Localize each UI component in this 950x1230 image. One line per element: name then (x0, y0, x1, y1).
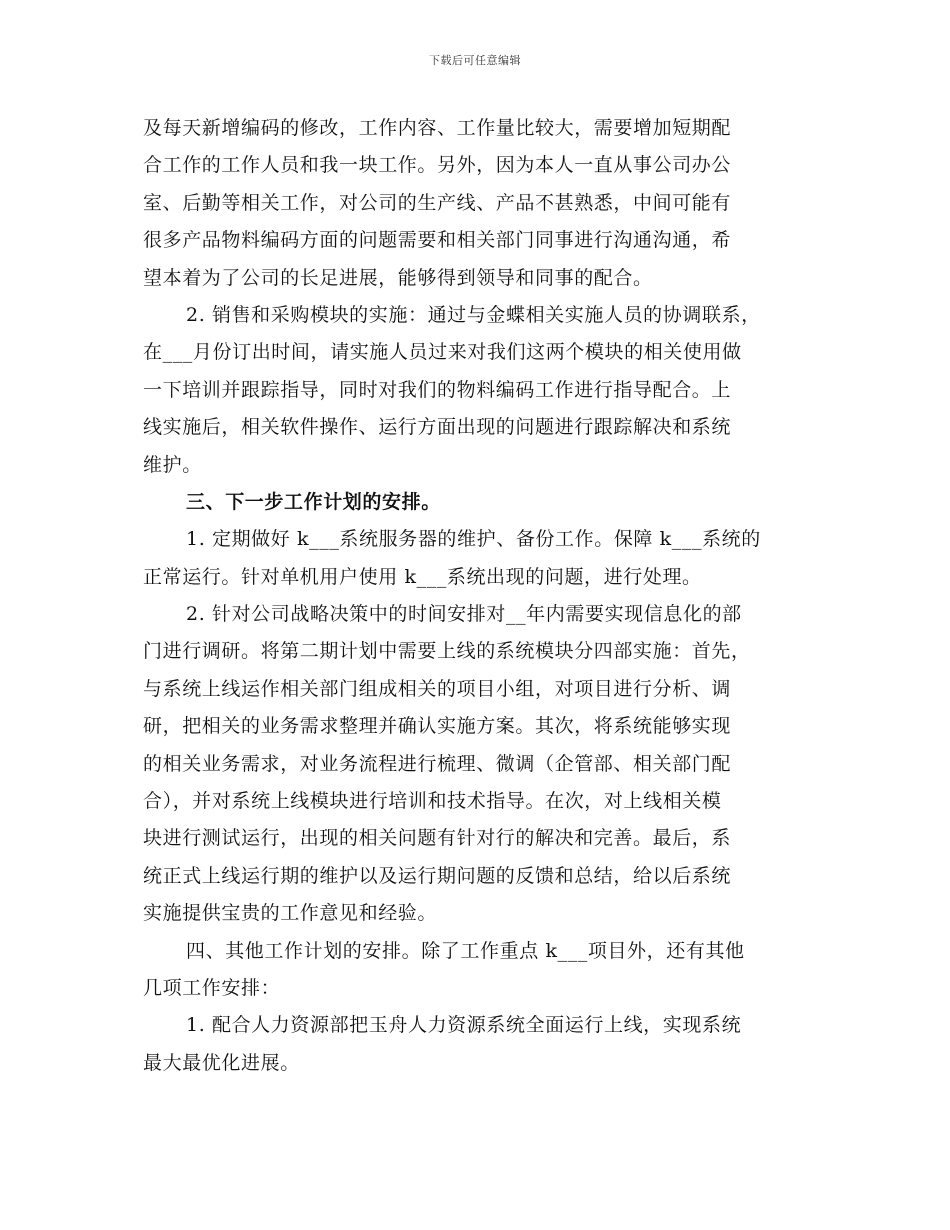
section-heading: 三、下一步工作计划的安排。 (186, 490, 441, 513)
text-line: 室、后勤等相关工作，对公司的生产线、产品不甚熟悉，中间可能有 (143, 191, 732, 214)
text-line: 维护。 (143, 453, 202, 476)
text-line: 研，把相关的业务需求整理并确认实施方案。其次，将系统能够实现 (143, 715, 732, 738)
paragraph-start: 2. 销售和采购模块的实施：通过与金蝶相关实施人员的协调联系， (186, 303, 761, 326)
text-line: 望本着为了公司的长足进展，能够得到领导和同事的配合。 (143, 266, 653, 289)
text-line: 线实施后，相关软件操作、运行方面出现的问题进行跟踪解决和系统 (143, 416, 732, 439)
text-line: 正常运行。针对单机用户使用 k___系统出现的问题，进行处理。 (143, 565, 702, 588)
paragraph-start: 1. 定期做好 k___系统服务器的维护、备份工作。保障 k___系统的 (186, 528, 761, 551)
text-line: 几项工作安排： (143, 976, 281, 999)
text-line: 及每天新增编码的修改，工作内容、工作量比较大，需要增加短期配 (143, 117, 732, 139)
document-body (143, 110, 807, 1082)
text-line: 门进行调研。将第二期计划中需要上线的系统模块分四部实施：首先， (143, 640, 751, 663)
text-line: 统正式上线运行期的维护以及运行期问题的反馈和总结，给以后系统 (143, 864, 732, 887)
page-header: 下载后可任意编辑 (429, 54, 521, 67)
text-line: 的相关业务需求，对业务流程进行梳理、微调（企管部、相关部门配 (143, 752, 732, 775)
text-line: 合工作的工作人员和我一块工作。另外，因为本人一直从事公司办公 (143, 154, 732, 177)
text-line: 最大最优化进展。 (143, 1051, 300, 1074)
text-line: 一下培训并跟踪指导，同时对我们的物料编码工作进行指导配合。上 (143, 378, 732, 401)
paragraph-start: 四、其他工作计划的安排。除了工作重点 k___项目外，还有其他 (186, 939, 745, 962)
text-line: 合），并对系统上线模块进行培训和技术指导。在次，对上线相关模 (143, 790, 722, 813)
text-line: 很多产品物料编码方面的问题需要和相关部门同事进行沟通沟通，希 (143, 229, 732, 252)
text-line: 与系统上线运作相关部门组成相关的项目小组，对项目进行分析、调 (143, 677, 732, 700)
paragraph-start: 1. 配合人力资源部把玉舟人力资源系统全面运行上线，实现系统 (186, 1014, 742, 1037)
text-line: 块进行测试运行，出现的相关问题有针对行的解决和完善。最后，系 (143, 827, 732, 850)
paragraph-start: 2. 针对公司战略决策中的时间安排对__年内需要实现信息化的部 (186, 603, 742, 626)
text-line: 在___月份订出时间，请实施人员过来对我们这两个模块的相关使用做 (143, 341, 742, 364)
text-line: 实施提供宝贵的工作意见和经验。 (143, 902, 438, 925)
